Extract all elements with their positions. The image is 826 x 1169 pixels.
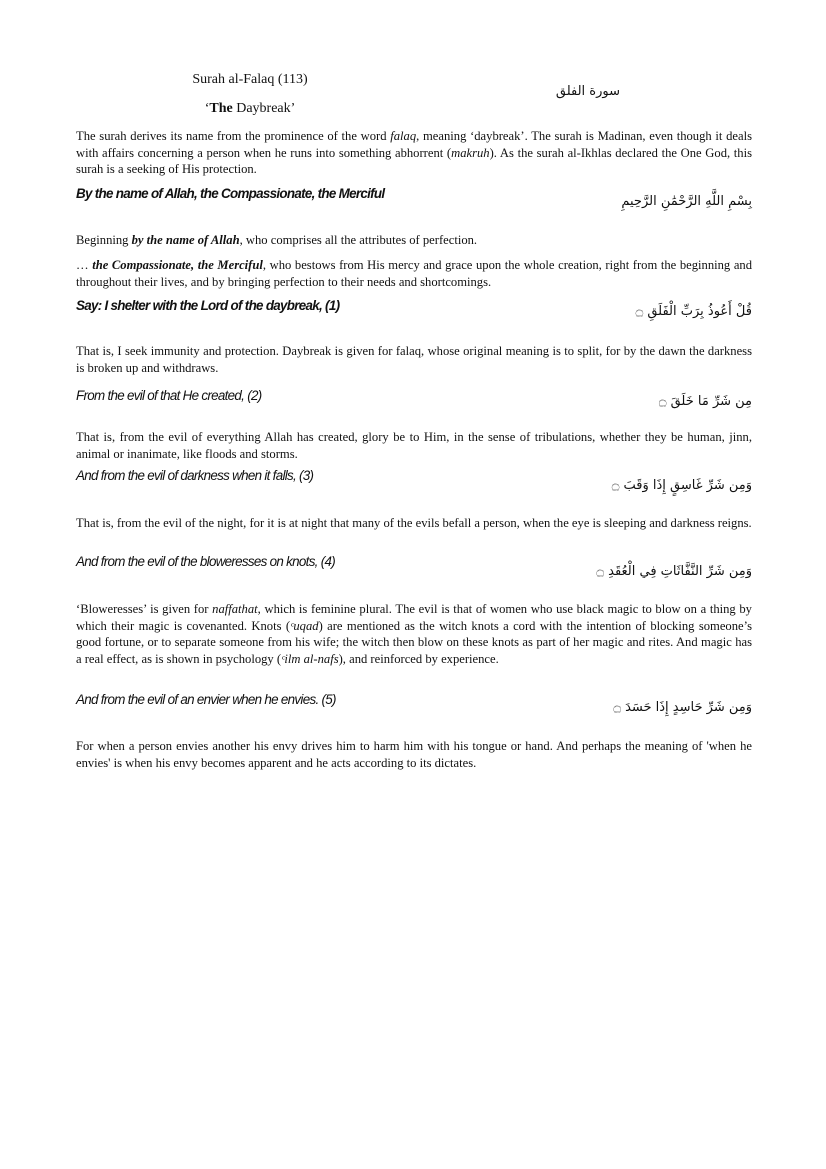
bismillah-note-2 — [76, 257, 752, 290]
verse-5-arabic: وَمِن شَرِّ حَاسِدٍ إِذَا حَسَدَ ۝ — [613, 700, 752, 715]
note-1-emphasis: by the name of Allah — [131, 233, 240, 247]
verse-4-arabic: وَمِن شَرِّ النَّفَّاثَاتِ فِي الْعُقَدِ ۝ — [596, 564, 752, 579]
verse-2 — [76, 388, 752, 412]
verse-4-term-naffathat: naffathat — [212, 602, 258, 616]
intro-term-falaq: falaq — [390, 129, 417, 143]
verse-2-arabic: مِن شَرِّ مَا خَلَقَ ۝ — [658, 394, 752, 409]
note-2-emphasis: the Compassionate, the Merciful — [92, 258, 263, 272]
verse-1-english: Say: I shelter with the Lord of the daybreak, (1) — [76, 298, 340, 313]
verse-1-commentary: That is, I seek immunity and protection. Daybreak is given for falaq, whose original meaning is to split, for by the dawn the darkness is broken up and withdraws. — [76, 344, 752, 375]
note-2-text-1: … — [76, 258, 93, 272]
intro-text-2: , meaning ‘daybreak’. The surah is Madinan, even though it deals with affairs concerning a person when he runs into something abhorrent ( — [76, 129, 752, 160]
surah-subtitle — [0, 101, 500, 117]
verse-4-text-4: ), and reinforced by experience. — [338, 651, 499, 666]
note-1-text-1: Beginning — [76, 233, 132, 247]
subtitle-open-quote: ‘ — [204, 101, 210, 116]
note-2-text-2: , who bestows from His mercy and grace upon the whole creation, right from the beginning and throughout their lives, and by bringing perfection to their needs and shortcomings. — [76, 258, 753, 289]
verse-4-text-2: , which is feminine plural. The evil is that of women who use black magic to blow on a thing by which their magic is covenanted. Knots ( — [76, 602, 752, 633]
verse-5-english: And from the evil of an envier when he envies. (5) — [76, 692, 336, 707]
verse-4-commentary — [76, 601, 752, 667]
bismillah-note-1 — [76, 232, 752, 249]
verse-5 — [76, 692, 752, 716]
surah-title: Surah al-Falaq (113) — [192, 72, 308, 87]
bismillah-english: By the name of Allah, the Compassionate, the Merciful — [76, 186, 385, 201]
verse-4-english: And from the evil of the bloweresses on knots, (4) — [76, 554, 335, 569]
verse-2-english: From the evil of that He created, (2) — [76, 388, 262, 403]
verse-4 — [76, 554, 752, 578]
intro-text-1: The surah derives its name from the prominence of the word — [76, 129, 391, 143]
intro-text-3: ). As the surah al-Ikhlas declared the One God, this surah is a seeking of His protection. — [76, 145, 753, 176]
verse-3-arabic: وَمِن شَرِّ غَاسِقٍ إِذَا وَقَبَ ۝ — [611, 478, 752, 493]
verse-4-text-1: ‘Bloweresses’ is given for — [76, 602, 213, 616]
bismillah-verse — [76, 186, 752, 210]
verse-5-commentary: For when a person envies another his envy drives him to harm him with his tongue or hand. And perhaps the meaning of 'when he envies' is when his envy becomes apparent and he acts according to its dictates. — [76, 739, 752, 770]
verse-3-english: And from the evil of darkness when it falls, (3) — [76, 468, 314, 483]
intro-paragraph — [76, 128, 752, 178]
verse-1-arabic: قُلْ أَعُوذُ بِرَبِّ الْفَلَقِ ۝ — [635, 304, 752, 319]
verse-4-text-3: ) are mentioned as the witch knots a cord with the intention of blocking someone’s good fortune, or to separate someone from his wife; the witch then blow on these knots as part of her magic and rites. And magic has a real effect, as is shown in psychology ( — [76, 618, 752, 666]
subtitle-rest: Daybreak’ — [232, 101, 296, 116]
verse-1 — [76, 298, 752, 322]
verse-2-commentary: That is, from the evil of everything Allah has created, glory be to Him, in the sense of tribulations, whether they be human, jinn, animal or inanimate, like floods and storms. — [76, 430, 752, 461]
subtitle-bold: The — [209, 101, 233, 116]
arabic-surah-title: سورة الفلق — [555, 84, 620, 99]
note-1-text-2: , who comprises all the attributes of perfection. — [239, 233, 478, 247]
verse-4-term-ilm: ᶜilm al-nafs — [281, 651, 339, 666]
verse-3 — [76, 468, 752, 492]
bismillah-arabic: بِسْمِ اللَّهِ الرَّحْمَٰنِ الرَّحِيمِ — [621, 194, 752, 209]
intro-term-makruh: makruh — [451, 145, 490, 160]
verse-4-term-uqad: ᶜuqad — [290, 618, 319, 633]
verse-3-commentary: That is, from the evil of the night, for it is at night that many of the evils befall a person, when the eye is sleeping and darkness reigns. — [76, 516, 752, 530]
